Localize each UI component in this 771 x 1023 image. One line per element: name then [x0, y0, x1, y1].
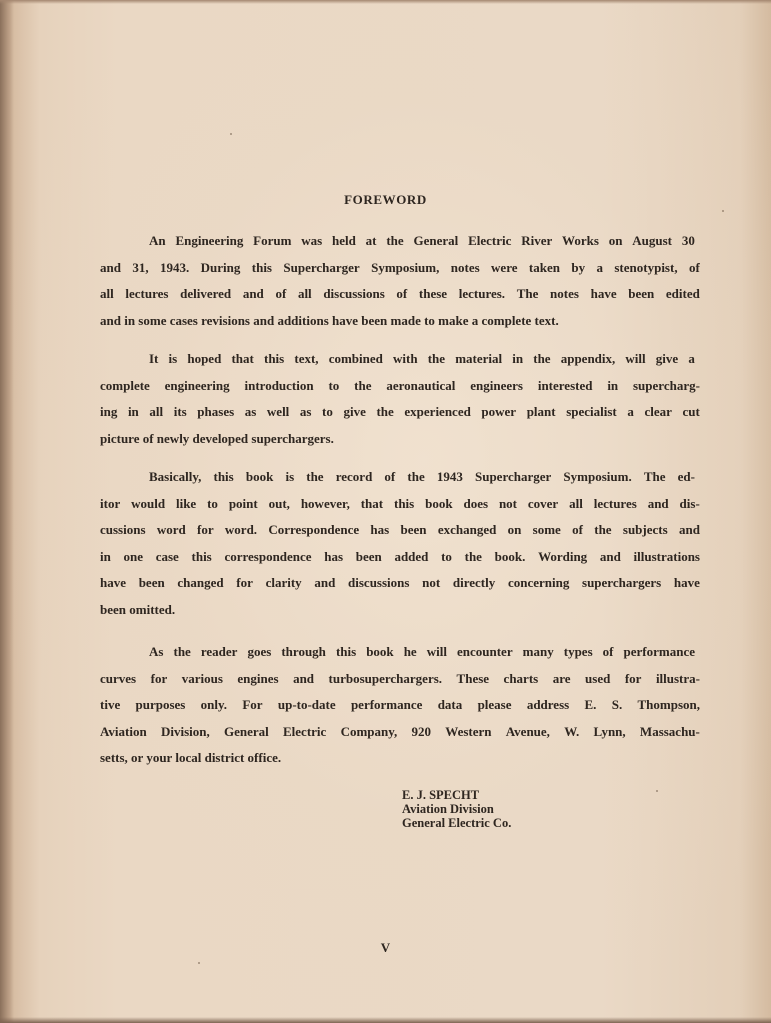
paragraph-1-line: all lectures delivered and of all discussions of these lectures. The notes have been edited: [100, 286, 700, 302]
paragraph-1-line: and 31, 1943. During this Supercharger Symposium, notes were taken by a stenotypist, of: [100, 259, 700, 275]
paragraph-3-line: been omitted.: [100, 602, 176, 617]
paragraph-4-line: curves for various engines and turbosuperchargers. These charts are used for illustra-: [100, 670, 700, 686]
paragraph-4-line: Aviation Division, General Electric Company, 920 Western Avenue, W. Lynn, Massachu-: [100, 723, 700, 739]
paper-speck: [230, 133, 232, 135]
paragraph-4-line: tive purposes only. For up-to-date performance data please address E. S. Thompson,: [100, 697, 700, 713]
book-binding-shadow: [0, 0, 14, 1023]
paragraph-2-line: complete engineering introduction to the aeronautical engineers interested in supercharg-: [100, 377, 700, 393]
paragraph-1-line: An Engineering Forum was held at the General Electric River Works on August 30: [149, 233, 695, 248]
paragraph-1-line: and in some cases revisions and additions have been made to make a complete text.: [100, 312, 559, 328]
page-title: FOREWORD: [344, 192, 427, 207]
paper-speck: [656, 790, 658, 792]
signature-division: Aviation Division: [402, 802, 494, 816]
paragraph-2-line: ing in all its phases as well as to give the experienced power plant specialist a clear cut: [100, 404, 700, 420]
paragraph-3-line: cussions word for word. Correspondence has been exchanged on some of the subjects and: [100, 522, 700, 538]
paragraph-2-line: It is hoped that this text, combined with the material in the appendix, will give a: [149, 351, 695, 366]
paragraph-4-line: setts, or your local district office.: [100, 750, 282, 766]
page-top-edge: [0, 0, 771, 4]
paragraph-3-line: itor would like to point out, however, that this book does not cover all lectures and dis-: [100, 495, 700, 511]
paper-speck: [722, 210, 724, 212]
paragraph-3-line: in one case this correspondence has been added to the book. Wording and illustrations: [100, 548, 700, 564]
signature-name: E. J. SPECHT: [402, 788, 480, 802]
paper-speck: [198, 962, 200, 964]
paragraph-3-line: have been changed for clarity and discussions not directly concerning superchargers have: [100, 575, 700, 591]
signature-company: General Electric Co.: [402, 816, 512, 830]
paragraph-2-line: picture of newly developed superchargers.: [100, 430, 334, 446]
paragraph-3-line: Basically, this book is the record of the 1943 Supercharger Symposium. The ed-: [149, 469, 695, 484]
paragraph-4-line: As the reader goes through this book he will encounter many types of performance: [149, 644, 695, 659]
page-bottom-edge: [0, 1017, 771, 1023]
page-number: V: [380, 940, 391, 955]
